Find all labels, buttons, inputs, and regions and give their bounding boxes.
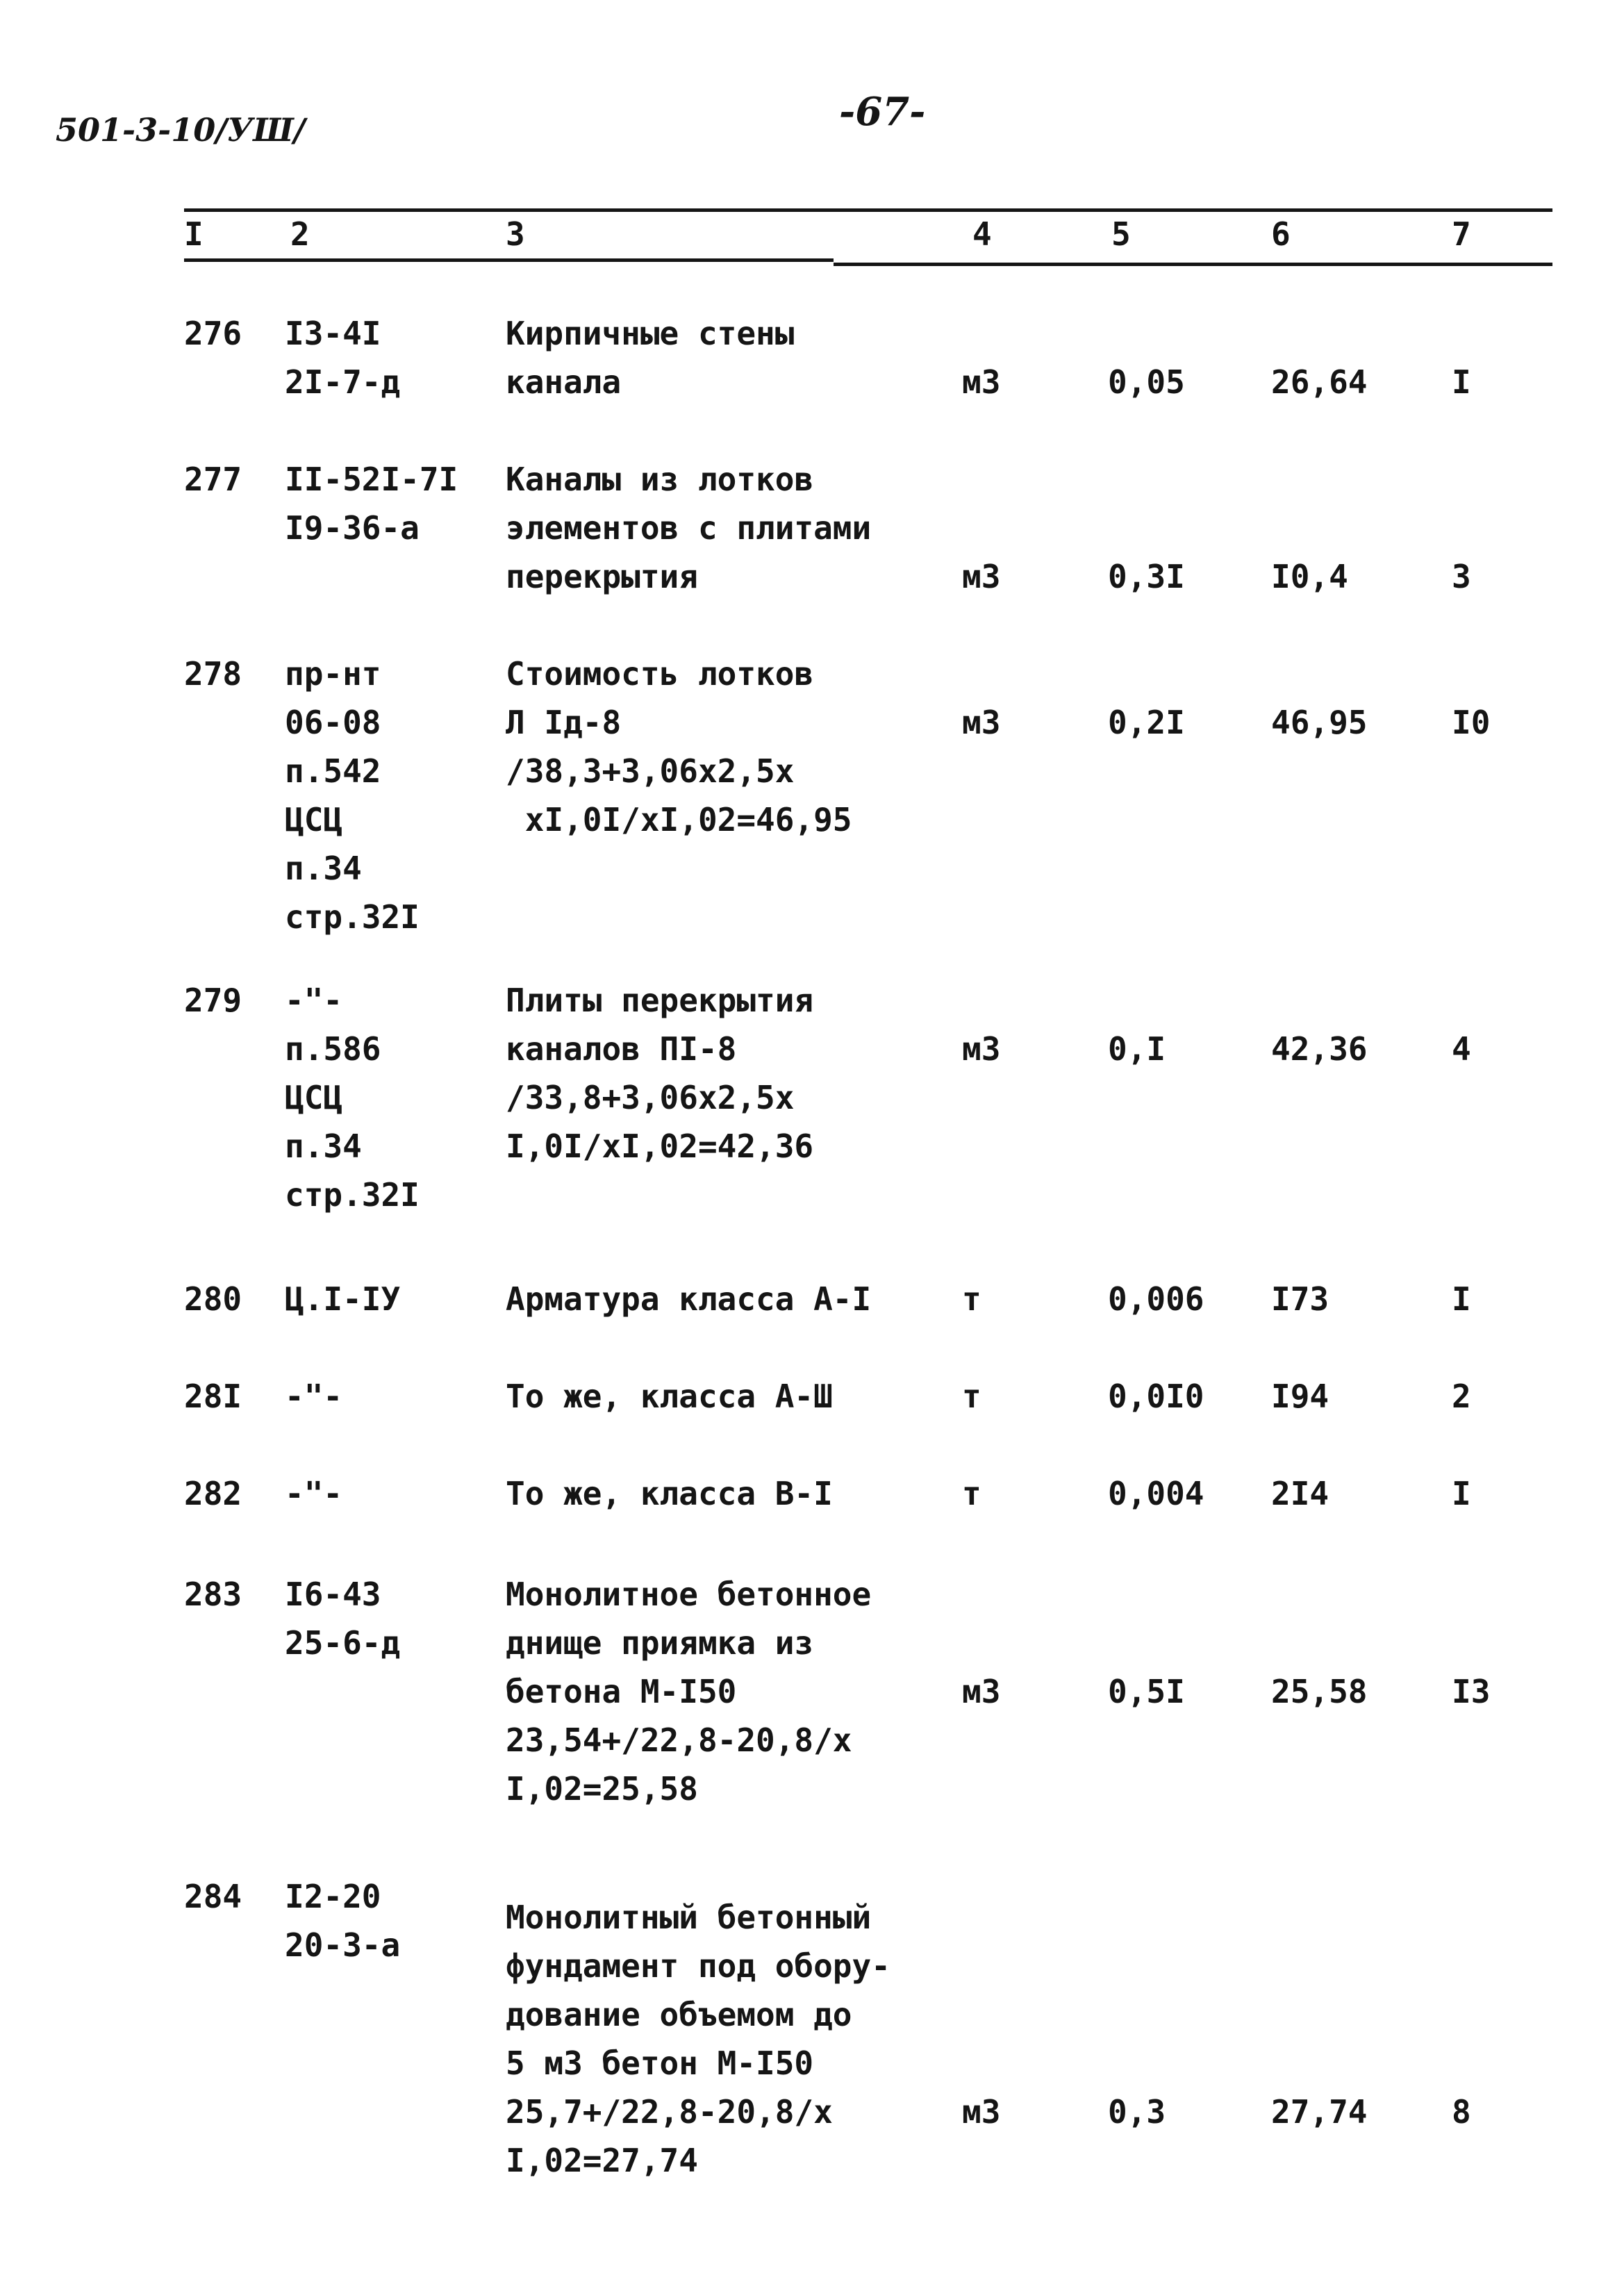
column-header-6: 6 (1271, 215, 1291, 253)
norm-code: -"- (285, 1378, 343, 1415)
work-description: Монолитное бетонное (506, 1576, 872, 1613)
norm-code: п.542 (285, 752, 381, 790)
row-number: 279 (184, 982, 242, 1019)
unit-price: I94 (1271, 1378, 1329, 1415)
unit: м3 (962, 363, 1001, 401)
work-description: То же, класса А-Ш (506, 1378, 833, 1415)
total-cost: I0 (1452, 704, 1491, 741)
work-description: Монолитный бетонный (506, 1899, 872, 1936)
norm-code: ЦСЦ (285, 1079, 343, 1116)
row-number: 282 (184, 1475, 242, 1512)
quantity: 0,3I (1108, 558, 1185, 595)
work-description: Каналы из лотков (506, 461, 814, 498)
unit: м3 (962, 1673, 1001, 1710)
norm-code: Ц.I-IУ (285, 1280, 401, 1318)
total-cost: I3 (1452, 1673, 1491, 1710)
total-cost: 4 (1452, 1030, 1471, 1068)
header-bottom-rule (834, 263, 1552, 266)
unit: м3 (962, 704, 1001, 741)
unit-price: 25,58 (1271, 1673, 1368, 1710)
unit-price: 27,74 (1271, 2093, 1368, 2131)
norm-code: п.586 (285, 1030, 381, 1068)
total-cost: I (1452, 363, 1471, 401)
norm-code: I6-43 (285, 1576, 381, 1613)
norm-code: п.34 (285, 850, 362, 887)
work-description: элементов с плитами (506, 509, 872, 547)
unit: т (962, 1280, 981, 1318)
work-description: фундамент под обору- (506, 1947, 890, 1985)
norm-code: II-52I-7I (285, 461, 458, 498)
unit-price: I0,4 (1271, 558, 1348, 595)
document-code: 501-3-10/УШ/ (56, 111, 306, 149)
norm-code: стр.32I (285, 898, 420, 936)
row-number: 28I (184, 1378, 242, 1415)
row-number: 278 (184, 655, 242, 693)
total-cost: 3 (1452, 558, 1471, 595)
work-description: I,02=27,74 (506, 2142, 698, 2179)
unit: м3 (962, 558, 1001, 595)
column-header-2: 2 (290, 215, 310, 253)
work-description: I,0I/хI,02=42,36 (506, 1127, 814, 1165)
total-cost: 8 (1452, 2093, 1471, 2131)
quantity: 0,004 (1108, 1475, 1204, 1512)
total-cost: I (1452, 1280, 1471, 1318)
column-header-7: 7 (1452, 215, 1471, 253)
work-description: днище приямка из (506, 1624, 814, 1662)
norm-code: I2-20 (285, 1878, 381, 1915)
norm-code: 06-08 (285, 704, 381, 741)
work-description: /33,8+3,06х2,5х (506, 1079, 795, 1116)
row-number: 283 (184, 1576, 242, 1613)
page-number: -67- (839, 89, 926, 135)
norm-code: 2I-7-д (285, 363, 401, 401)
norm-code: I9-36-а (285, 509, 420, 547)
work-description: I,02=25,58 (506, 1770, 698, 1808)
total-cost: 2 (1452, 1378, 1471, 1415)
row-number: 276 (184, 315, 242, 352)
header-bottom-rule (184, 258, 834, 262)
row-number: 284 (184, 1878, 242, 1915)
unit: т (962, 1475, 981, 1512)
row-number: 280 (184, 1280, 242, 1318)
column-header-4: 4 (972, 215, 992, 253)
work-description: /38,3+3,06х2,5х (506, 752, 795, 790)
work-description: канала (506, 363, 622, 401)
quantity: 0,I (1108, 1030, 1166, 1068)
norm-code: -"- (285, 1475, 343, 1512)
norm-code: стр.32I (285, 1176, 420, 1214)
norm-code: пр-нт (285, 655, 381, 693)
unit-price: 46,95 (1271, 704, 1368, 741)
work-description: Кирпичные стены (506, 315, 795, 352)
unit-price: I73 (1271, 1280, 1329, 1318)
work-description: 23,54+/22,8-20,8/х (506, 1721, 852, 1759)
quantity: 0,3 (1108, 2093, 1166, 2131)
quantity: 0,0I0 (1108, 1378, 1204, 1415)
unit: м3 (962, 2093, 1001, 2131)
work-description: Л Iд-8 (506, 704, 622, 741)
work-description: Стоимость лотков (506, 655, 814, 693)
quantity: 0,2I (1108, 704, 1185, 741)
norm-code: 25-6-д (285, 1624, 401, 1662)
unit-price: 26,64 (1271, 363, 1368, 401)
norm-code: п.34 (285, 1127, 362, 1165)
quantity: 0,006 (1108, 1280, 1204, 1318)
work-description: перекрытия (506, 558, 698, 595)
unit-price: 42,36 (1271, 1030, 1368, 1068)
column-header-3: 3 (506, 215, 525, 253)
unit: т (962, 1378, 981, 1415)
unit-price: 2I4 (1271, 1475, 1329, 1512)
work-description: 5 м3 бетон М-I50 (506, 2044, 814, 2082)
work-description: То же, класса В-I (506, 1475, 833, 1512)
norm-code: ЦСЦ (285, 801, 343, 838)
unit: м3 (962, 1030, 1001, 1068)
work-description: Арматура класса А-I (506, 1280, 872, 1318)
total-cost: I (1452, 1475, 1471, 1512)
work-description: Плиты перекрытия (506, 982, 814, 1019)
norm-code: 20-3-а (285, 1926, 401, 1964)
norm-code: I3-4I (285, 315, 381, 352)
quantity: 0,5I (1108, 1673, 1185, 1710)
row-number: 277 (184, 461, 242, 498)
work-description: 25,7+/22,8-20,8/х (506, 2093, 833, 2131)
work-description: дование объемом до (506, 1996, 852, 2033)
norm-code: -"- (285, 982, 343, 1019)
table-top-rule (184, 208, 1552, 212)
work-description: каналов ПI-8 (506, 1030, 737, 1068)
column-header-1: I (184, 215, 204, 253)
work-description: бетона М-I50 (506, 1673, 737, 1710)
quantity: 0,05 (1108, 363, 1185, 401)
work-description: хI,0I/хI,02=46,95 (506, 801, 852, 838)
column-header-5: 5 (1111, 215, 1131, 253)
